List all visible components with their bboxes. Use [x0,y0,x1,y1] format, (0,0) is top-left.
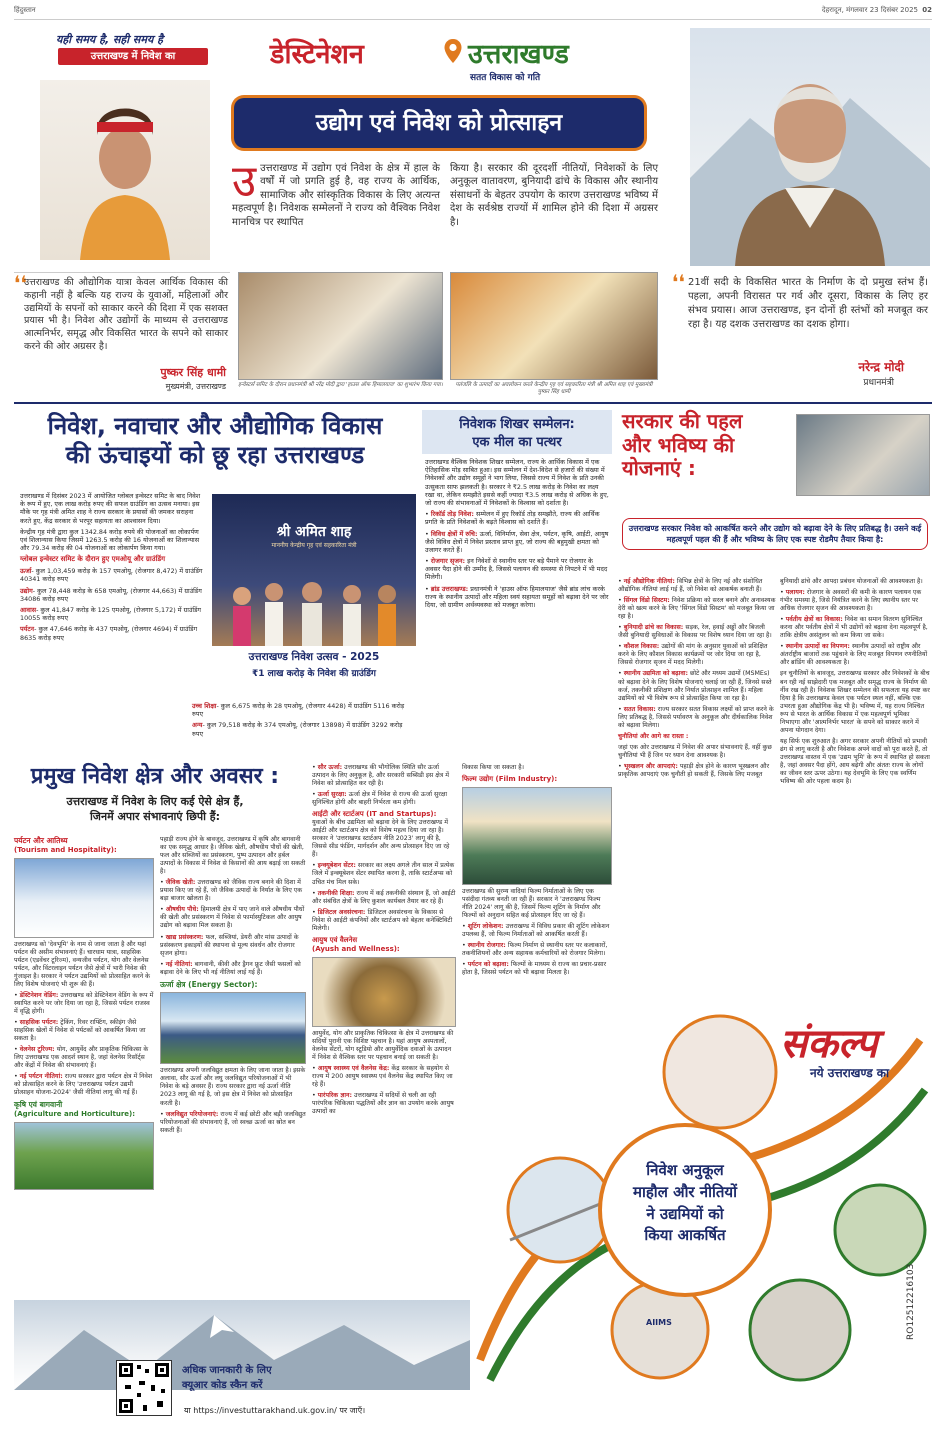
list-item: • पर्वतीय क्षेत्रों का विकास: निवेश का समान वितरण सुनिश्चित करना और पर्वतीय क्षेत्रों में भी उद्योगों को बढ़ावा देना महत्वपूर्ण है, ताकि क्षेत्रीय असंतुलन को कम किया जा सके। [780,616,928,640]
qr-code[interactable] [116,1360,172,1416]
invest-list [20,567,206,642]
govt-lead: उत्तराखण्ड सरकार निवेश को आकर्षित करने और उद्योग को बढ़ावा देने के लिए प्रतिबद्ध है। उसने कई महत्वपूर्ण पहल की हैं और भविष्य के लिए एक स्पष्ट रोडमैप तैयार किया है: [622,518,928,550]
list-item: • स्थानीय उद्यमिता को बढ़ावा: छोटे और मध्यम उद्यमों (MSMEs) को बढ़ावा देने के लिए विशेष योजनाएं चलाई जा रही हैं, जिनसे सस्ते कर्ज, तकनीकी प्रशिक्षण और निर्यात प्रोत्साहन शामिल हैं। महिला उद्यमियों को भी विशेष रूप से प्रोत्साहित किया जा रहा है। [618,670,772,702]
cm-quote [14,272,230,392]
cm-role: मुख्यमंत्री, उत्तराखण्ड [165,382,226,391]
right-para-2: यह सिर्फ एक शुरुआत है। अगर सरकार अपनी नीतियों को प्रभावी ढंग से लागू करती है और निवेशक अपने वादों को पूरा करते हैं, तो उत्तराखण्ड वास्तव में एक 'उद्यम भूमि' के रूप में स्थापित हो सकता है, जहां अवसर पैदा होंगे, आय बढ़ेगी और अंततः राज्य के लोगों का जीवन स्तर ऊपर उठेगा। यह देवभूमि के लिए एक स्वर्णिम भविष्य की ओर पहला कदम है। [780,737,930,786]
intro-text-1: उत्तराखण्ड में उद्योग एवं निवेश के क्षेत्र में हाल के वर्षों में जो प्रगति हुई है, वह राज्य के आर्थिक, सामाजिक और सांस्कृतिक विकास के लिए अत्यन्त महत्वपूर्ण है। निवेशक सम्मेलनों ने राज्य को वैश्विक निवेश मानचित्र पर स्थापित [232,163,440,228]
page-number: 02 [922,6,932,14]
list-item: • डेस्टिनेशन वेडिंग: उत्तराखण्ड को डेस्टिनेशन वेडिंग के रूप में स्थापित करने पर जोर दिया जा रहा है, जिससे पर्यटन राजस्व में वृद्धि होगी। [14,991,154,1015]
brand-name-a: डेस्टिनेशन [270,39,364,70]
ski-photo [14,858,154,938]
govt-left-col [618,578,776,782]
circle-line: माहौल और नीतियों [632,1182,738,1201]
list-item: • विविध क्षेत्रों में रुचि: ऊर्जा, विनिर्माण, सेवा क्षेत्र, पर्यटन, कृषि, आईटी, आयुष जैसे विविध क्षेत्रों में निवेश प्रस्ताव प्राप्त हुए, जो राज्य की बहुमुखी क्षमता को उजागर करते हैं। [425,529,609,554]
sectors-title: प्रमुख निवेश क्षेत्र और अवसर : [30,764,280,789]
film-top: विकास किया जा सकता है। [462,764,524,771]
agri-en: (Agriculture and Horticulture): [14,1109,136,1118]
circle-line: किया आकर्षित [644,1226,726,1245]
utsav-title: उत्तराखण्ड निवेश उत्सव - 2025 [248,651,380,663]
cm-photo [40,80,210,260]
tourism-en: (Tourism and Hospitality): [14,845,117,854]
aiims-label: AIIMS [646,1318,672,1327]
list-item: • जैविक खेती: उत्तराखण्ड को जैविक राज्य बनाने की दिशा में प्रयास किए जा रहे हैं, जो जैविक उत्पादों के निर्यात के लिए एक बड़ा बाजार खोलता है। [160,879,303,903]
caption-1: इन्वेस्टर्स समिट के दौरान प्रधानमंत्री श्री नरेंद्र मोदी द्वारा 'हाउस ऑफ हिमालयाज' का शुभारंभ किया गया। [238,382,443,388]
list-item: • नई औद्योगिक नीतियां: विभिन्न क्षेत्रों के लिए नई और संशोधित औद्योगिक नीतियां लाई गई हैं, जो निवेश को आकर्षक बनाती हैं। [618,578,763,594]
meeting-photo [796,414,930,496]
summit-title-2: एक मील का पत्थर [472,435,562,450]
masthead-strip [14,6,932,20]
caption-2: पतंजलि के उत्पादों का अवलोकन करते केन्द्रीय गृह एवं सहकारिता मंत्री श्री अमित शाह एवं मुख्यमंत्री पुष्कर सिंह धामी [455,382,653,396]
brand-name-b: उत्तराखण्ड [468,39,569,70]
solar-photo [160,992,306,1064]
list-item: • शूटिंग लोकेशन: उत्तराखण्ड में विविध प्रकार की शूटिंग लोकेशन उपलब्ध हैं, जो फिल्म निर्माताओं को आकर्षित करती हैं। [462,923,610,939]
pm-quote [672,272,930,392]
date-line: देहरादून, मंगलवार 23 दिसंबर 2025 [821,6,918,14]
event-photo-2 [450,272,658,380]
tagline-2: उत्तराखण्ड में निवेश का [58,48,208,65]
invest-text [20,492,206,645]
list-item: • पर्यटन को बढ़ावा: फिल्मों के माध्यम से राज्य का प्रचार-प्रसार होता है, जिससे पर्यटन को भी बढ़ावा मिलता है। [462,961,607,977]
summit-header [422,410,612,454]
divider [14,402,932,404]
govt-title [622,410,742,481]
brand-sub: सतत विकास को गति [470,73,541,83]
list-item: • आयुष स्वास्थ्य एवं वैलनेस केंद्र: केंद्र सरकार के सहयोग से राज्य में 200 आयुष स्वास्थ्य एवं वैलनेस केंद्र स्थापित किए जा रहे हैं। [312,1064,453,1088]
tourism-col [14,836,154,1190]
summit-text [422,454,612,616]
energy-head: ऊर्जा क्षेत्र (Energy Sector): [160,979,258,989]
headline-banner [234,98,644,148]
list-item: • औषधीय पौधे: हिमालयी क्षेत्र में पाए जाने वाले औषधीय पौधों की खेती और प्रसंस्करण में निवेश से फार्मास्युटिकल और आयुष उद्योग को बढ़ावा मिल सकता है। [160,906,305,930]
section-title-1: निवेश, नवाचार और औद्योगिक विकास [47,412,383,440]
sankalp-graphic [470,1000,932,1390]
utsav-sub: ₹1 लाख करोड़ के निवेश की ग्राउंडिंग [251,669,377,679]
ayush-en: (Ayush and Wellness): [312,944,400,953]
intro-col-2: किया है। सरकार की दूरदर्शी नीतियों, निवेशकों के लिए अनुकूल वातावरण, बुनियादी ढांचे के विकास और स्थानीय संसाधनों के बेहतर उपयोग के कारण उत्तराखण्ड भविष्य में देश के सर्वश्रेष्ठ राज्यों में शामिल होने की दिशा में अग्रसर है। [450,163,658,228]
sectors-sub-1: उत्तराखण्ड में निवेश के लिए कई ऐसे क्षेत्र हैं, [66,795,244,808]
govt-title-2: और भविष्य की [622,432,735,457]
sectors-header [14,760,296,830]
list-item: उच्च शिक्षा- कुल 6,675 करोड़ के 28 एमओयू, (रोजगार 4428) में ग्राउंडिंग 5116 करोड़ रुपए [192,702,405,719]
ayush-text: आयुर्वेद, योग और प्राकृतिक चिकित्सा के क्षेत्र में उत्तराखण्ड की सदियों पुरानी एक विशिष्ट पहचान है। यहां आयुष अस्पतालों, वेलनेस सेंटरों, योग स्टूडियो और आयुर्वेदिक दवाओं के उत्पादन में निवेश से वैश्विक स्तर पर पहचान बनाई जा सकती है। [312,1029,454,1061]
list-item: • भूस्खलन और आपदाएं: पहाड़ी क्षेत्र होने के कारण भूस्खलन और प्राकृतिक आपदाएं एक चुनौती हो सकती हैं, जिसके लिए मजबूत [618,762,770,778]
qr-text-1: अधिक जानकारी के लिए [182,1365,272,1376]
film-text: उत्तराखण्ड की सुरम्य वादियां फिल्म निर्माताओं के लिए एक पसंदीदा गंतव्य बनती जा रही हैं। सरकार ने 'उत्तराखण्ड फिल्म नीति 2024' लागू की है, जिसमें फिल्म शूटिंग के निर्माण और फिल्मों को अनुदान सहित कई प्रोत्साहन दिए जा रहे हैं। [462,888,601,920]
list-item: • सौर ऊर्जा: उत्तराखण्ड की भौगोलिक स्थिति सौर ऊर्जा उत्पादन के लिए अनुकूल है, और सरकारी सब्सिडी इस क्षेत्र में निवेश को प्रोत्साहित कर रही है। [312,764,449,788]
qr-text-2: क्यूआर कोड स्कैन करें [182,1380,263,1391]
list-item: • स्थानीय उत्पादों का विपणन: स्थानीय उत्पादों को राष्ट्रीय और अंतर्राष्ट्रीय बाजारों तक पहुंचाने के लिए मजबूत विपणन रणनीतियों और ब्रांडिंग की आवश्यकता है। [780,643,928,667]
circle-line: निवेश अनुकूल [646,1161,724,1179]
intro-col-1 [232,156,440,262]
agri-col [160,836,306,1138]
pm-quote-text: 21वीं सदी के विकसित भारत के निर्माण के दो प्रमुख स्तंभ हैं। पहला, अपनी विरासत पर गर्व और दूसरा, विकास के लिए हर संभव प्रयास। आज उत्तराखण्ड, इन दोनों ही स्तंभों को मजबूत कर रहा है। यह दशक उत्तराखण्ड का दशक होगा। [688,277,928,330]
right-para-1: इन चुनौतियों के बावजूद, उत्तराखण्ड सरकार और निवेशकों के बीच बन रही नई साझेदारी एक मजबूत और समृद्ध राज्य के निर्माण की नींव रख रही है। निवेशक शिखर सम्मेलन की सफलता यह स्पष्ट कर दिया है कि उत्तराखण्ड केवल एक पर्यटन स्थल नहीं, बल्कि एक उभरता हुआ औद्योगिक केंद्र भी है। भविष्य में, यह राज्य निश्चित रूप से भारत के आर्थिक विकास में एक महत्वपूर्ण भूमिका निभाएगा और 'आत्मनिर्भर भारत' के सपने को साकार करने में अपना योगदान देगा। [780,670,930,734]
list-item: • खाद्य प्रसंस्करण: फल, सब्जियां, डेयरी और मांस उत्पादों के प्रसंस्करण इकाइयों की स्थापना से मूल्य संवर्धन और रोजगार सृजन होगा। [160,933,299,957]
list-item: • नई पर्यटन नीतियां: राज्य सरकार द्वारा पर्यटन क्षेत्र में निवेश को प्रोत्साहित करने के लिए 'उत्तराखण्ड पर्यटन उद्यमी प्रोत्साहन योजना-2024' जैसी नीतियां लागू की गई हैं। [14,1073,153,1097]
circle-line: ने उद्यमियों को [646,1204,724,1223]
list-item: • स्थानीय रोजगार: फिल्म निर्माण से स्थानीय स्तर पर कलाकारों, तकनीशियनों और अन्य सहायक कर्मचारियों को रोजगार मिलेगा। [462,942,608,958]
paper-name: हिंदुस्तान [14,6,36,14]
summit-title-1: निवेशक शिखर सम्मेलन: [459,417,575,432]
circle-message [605,1160,765,1247]
ro-code: RO12512216103 [906,1263,916,1340]
film-photo [462,787,612,885]
invest-subhead: ग्लोबल इन्वेस्टर समिट के दौरान हुए एमओयू और ग्राउंडिंग [20,555,166,564]
headline: उद्योग एवं निवेश को प्रोत्साहन [315,110,563,136]
film-col [462,764,612,980]
list-item: • सिंगल विंडो सिस्टम: निवेश प्रक्रिया को सरल बनाने और अनावश्यक देरी को खत्म करने के लिए 'सिंगल विंडो सिस्टम' को मजबूत किया जा रहा है। [618,597,776,621]
summit-section [422,410,612,750]
ayush-head: आयुष एवं वैलनेस [312,935,358,944]
invest-para-2: केन्द्रीय गृह मंत्री द्वारा कुल 1342.84 करोड़ रुपये की योजनाओं का लोकार्पण एवं शिलान्यास किया जिसमें 1263.5 करोड़ की 16 योजनाओं का शिलान्यास और 79.34 करोड़ की 04 योजनाओं का लोकार्पण किया गया। [20,527,200,553]
section-title-2: की ऊंचाइयों को छू रहा उत्तराखण्ड [65,440,365,469]
list-item: • तकनीकी शिक्षा: राज्य में कई तकनीकी संस्थान हैं, जो आईटी और संबंधित क्षेत्रों के लिए कुशल कार्यबल तैयार कर रहे हैं। [312,889,456,905]
govt-right-col [780,578,930,789]
list-item: • डिजिटल अवसंरचना: डिजिटल अवसंरचना के विकास से निवेश से आईटी कंपनियों और स्टार्टअप को बेहतर कनेक्टिविटी मिलेगी। [312,908,453,932]
list-item: • ऊर्जा सुरक्षा: ऊर्जा क्षेत्र में निवेश से राज्य की ऊर्जा सुरक्षा सुनिश्चित होगी और बाहरी निर्भरता कम होगी। [312,791,448,807]
list-item: • वेलनेस टूरिज्म: योग, आयुर्वेद और प्राकृतिक चिकित्सा के लिए उत्तराखण्ड एक आदर्श स्थान है, जहां वेलनेस रिसॉर्ट्स और केंद्रों में निवेश की संभावनाएं हैं। [14,1046,149,1070]
list-item: • इन्क्यूबेशन सेंटर: सरकार का लक्ष्य अगले तीन साल में प्रत्येक जिले में इन्क्यूबेशन सेंटर स्थापित करना है, ताकि स्टार्टअप्स को उचित मंच मिल सके। [312,862,455,886]
list-item: अन्य- कुल 79,518 करोड़ के 374 एमओयू, (रोजगार 13898) में ग्राउंडिंग 3292 करोड़ रुपए [192,721,403,738]
list-item: • कौशल विकास: उद्योगों की मांग के अनुसार युवाओं को प्रशिक्षित करने के लिए कौशल विकास कार्यक्रमों पर जोर दिया जा रहा है, जिससे रोजगार सृजन में मदद मिलेगी। [618,643,768,667]
tagline-1: यही समय है, सही समय है [56,33,163,46]
list-item: आवास- कुल 41,847 करोड़ के 125 एमओयू, (रोजगार 5,172) में ग्राउंडिंग 10055 करोड़ रुपए [20,606,202,623]
sankalp-sub: नये उत्तराखण्ड का [810,1066,890,1080]
dropcap: उ [232,156,257,207]
agri-head: कृषि एवं बागवानी [14,1100,63,1110]
utsav-list [192,702,414,741]
list-item: • सतत विकास: राज्य सरकार सतत विकास लक्ष्यों को प्राप्त करने के लिए प्रतिबद्ध है, जिससे पर्यावरण के अनुकूल और दीर्घकालिक निवेश को बढ़ावा मिलेगा। [618,705,774,729]
list-item: • नई नीतियां: बागवानी, कीवी और ड्रैगन फ्रूट जैसी फसलों को बढ़ावा देने के लिए भी नई नीतियां लाई गई हैं। [160,960,301,976]
brand-logo [270,34,670,84]
list-item: • पारंपरिक ज्ञान: उत्तराखण्ड में सदियों से चली आ रही पारंपरिक चिकित्सा पद्धतियों और ज्ञान का उपयोग करके आयुष उत्पादों का [312,1092,454,1116]
pm-role: प्रधानमंत्री [863,378,894,388]
govt-title-1: सरकार की पहल [622,409,743,433]
event-photo-1 [238,272,443,380]
list-item: ऊर्जा- कुल 1,03,459 करोड़ के 157 एमओयू, (रोजगार 8,472) में ग्राउंडिंग 40341 करोड़ रुपए [20,567,203,584]
sectors-sub-2: जिनमें अपार संभावनाएं छिपी हैं: [89,810,221,823]
sankalp-word: संकल्प [780,1021,878,1067]
challenge-text: जहां एक ओर उत्तराखण्ड में निवेश की अपार संभावनाएं हैं, वहीं कुछ चुनौतियां भी हैं जिन पर ध्यान देना आवश्यक है। [618,743,772,759]
film-head: फिल्म उद्योग (Film Industry): [462,775,558,784]
list-item: • जलविद्युत परियोजनाएं: राज्य में कई छोटी और बड़ी जलविद्युत परियोजनाओं की संभावनाएं हैं, जो स्वच्छ ऊर्जा का स्रोत बन सकती हैं। [160,1110,306,1134]
list-item: • ब्रांड उत्तराखण्ड: प्रधानमंत्री ने 'हाउस ऑफ हिमालयाज' जैसे ब्रांड लांच करके राज्य के स्थानीय उत्पादों और महिला स्वयं सहायता समूहों को बढ़ावा देने पर जोर दिया, जो ग्रामीण अर्थव्यवस्था को मजबूत करेगा। [425,584,609,609]
energy-text: उत्तराखण्ड अपनी जलविद्युत क्षमता के लिए जाना जाता है। इसके अलावा, सौर ऊर्जा और लघु जलविद्युत परियोजनाओं में भी निवेश के बड़े अवसर हैं। राज्य सरकार द्वारा नई ऊर्जा नीति 2023 लागू की गई है, जो इस क्षेत्र में निवेश को प्रोत्साहित करती है। [160,1067,306,1107]
list-item: • रिकॉर्ड तोड़ निवेश: सम्मेलन में हुए रिकॉर्ड तोड़ समझौते, राज्य की आर्थिक प्रगति के प्रति निवेशकों के बढ़ते विश्वास को दर्शाते हैं। [425,510,600,527]
list-item: • रोजगार सृजन: इन निवेशों से स्थानीय स्तर पर बड़े पैमाने पर रोजगार के अवसर पैदा होने की उम्मीद है, जिससे पलायन की समस्या से निपटने में भी मदद मिलेगी। [425,557,608,582]
location-pin-icon [443,38,463,64]
cm-quote-text: उत्तराखण्ड की औद्योगिक यात्रा केवल आर्थिक विकास की कहानी नहीं है बल्कि यह राज्य के युवाओं, महिलाओं और उद्यमियों के सपनों को साकार करने की दिशा में एक सशक्त प्रयास भी है। निवेश और उद्योगों के माध्यम से उत्तराखण्ड आत्मनिर्भर, समृद्ध और विकसित भारत के सपने को साकार करने की ओर अग्रसर है। [24,277,228,353]
photo-banner-sub: माननीय केन्द्रीय गृह एवं सहकारिता मंत्री [271,542,357,549]
list-item: • पलायन: रोजगार के अवसरों की कमी के कारण पलायन एक गंभीर समस्या है, जिसे नियंत्रित करने के लिए स्थानीय स्तर पर अधिक रोजगार सृजन की आवश्यकता है। [780,589,922,613]
photo-banner: श्री अमित शाह [276,524,352,540]
cm-name: पुष्कर सिंह धामी [160,366,226,379]
it-col [312,764,456,1119]
list-item: • बुनियादी ढांचे का विकास: सड़क, रेल, हवाई अड्डों और बिजली जैसी बुनियादी सुविधाओं के विकास पर विशेष ध्यान दिया जा रहा है। [618,624,772,640]
list-item: • साहसिक पर्यटन: ट्रेकिंग, रिवर राफ्टिंग, स्कीइंग जैसे साहसिक खेलों में निवेश से पर्यटकों को आकर्षित किया जा सकता है। [14,1018,146,1043]
it-head: आईटी और स्टार्टअप (IT and Startups): [312,810,437,819]
invest-para-1: उत्तराखण्ड में दिसंबर 2023 में आयोजित ग्लोबल इन्वेस्टर समिट के बाद निवेश के रूप में हुए, एक लाख करोड़ रुपए की सफल ग्राउंडिंग का उत्सव मनाया। इस मौके पर गृह मंत्री अमित शाह ने राज्य सरकार के प्रयासों की जमकर सराहना करते हुए, केंद्र सरकार से भरपूर सहायता का आश्वासन दिया। [20,492,201,525]
agri-text: पहाड़ी राज्य होने के बावजूद, उत्तराखण्ड में कृषि और बागवानी का एक समृद्ध आधार है। जैविक खेती, औषधीय पौधों की खेती, फल और सब्जियों का प्रसंस्करण, पुष्प उत्पादन और हर्बल उत्पादों के विकास में निवेश से किसानों की आय बढ़ाई जा सकती है। [160,836,306,876]
summit-para: उत्तराखण्ड वैश्विक निवेशक शिखर सम्मेलन, राज्य के आर्थिक विकास में एक ऐतिहासिक मोड़ साबित हुआ। इस सम्मेलन में देश-विदेश से हजारों की संख्या में निवेशकों और उद्योग समूहों ने भाग लिया, जिससे राज्य में निवेश के प्रति उनकी उत्सुकता साफ झलकती है। सरकार ने ₹2.5 लाख करोड़ के निवेश का लक्ष्य रखा था, लेकिन समझौते इससे कहीं ज्यादा ₹3.5 लाख करोड़ से अधिक के हुए, जो राज्य की संभावनाओं में निवेशकों के विश्वास को दर्शाता है। [425,458,609,507]
utsav-photo [212,494,416,646]
it-text: युवाओं के बीच उद्यमिता को बढ़ावा देने के लिए उत्तराखण्ड में आईटी और स्टार्टअप क्षेत्र को विशेष महत्व दिया जा रहा है। सरकार ने 'उत्तराखण्ड स्टार्टअप नीति 2023' लागू की है, जिससे सीड फंडिंग, मार्गदर्शन और अन्य प्रोत्साहन दिए जा रहे हैं। [312,819,450,859]
list-item: उद्योग- कुल 78,448 करोड़ के 658 एमओयू, (रोजगार 44,663) में ग्राउंडिंग 34086 करोड़ रुपए [20,586,202,603]
quote-mark-icon: ❛❛ [672,270,685,294]
pm-photo [690,28,930,266]
tourism-head: पर्यटन और आतिथ्य [14,836,68,845]
list-item: पर्यटन- कुल 47,646 करोड़ के 437 एमओयू, (रोजगार 4694) में ग्राउंडिंग 8635 करोड़ रुपए [20,625,198,642]
pm-name: नरेन्द्र मोदी [858,360,904,374]
footer-url[interactable]: या https://investuttarakhand.uk.gov.in/ पर जाएँ। [184,1406,366,1415]
challenge-head: चुनौतियां और आगे का रास्ता : [618,732,689,740]
govt-section [618,410,932,990]
govt-title-3: योजनाएं : [622,456,696,481]
farm-photo [14,1122,154,1190]
right-top: बुनियादी ढांचे और आपदा प्रबंधन योजनाओं की आवश्यकता है। [780,578,923,585]
tourism-text: उत्तराखण्ड को 'देवभूमि' के नाम से जाना जाता है और यहां पर्यटन की असीम संभावनाएं हैं। चारधाम यात्रा, साहसिक पर्यटन (एडवेंचर टूरिज्म), वन्यजीव पर्यटन, योग और वेलनेस पर्यटन, और विंटरलाइन पर्यटन जैसे क्षेत्रों में भारी निवेश की गुंजाइश है। सरकार ने पर्यटन उद्यमियों को प्रोत्साहित करने के लिए विशेष योजनाएं भी शुरू की हैं। [14,940,151,988]
section-invest [14,412,416,740]
herbs-photo [312,957,456,1027]
quote-mark-icon: ❛❛ [14,271,27,295]
